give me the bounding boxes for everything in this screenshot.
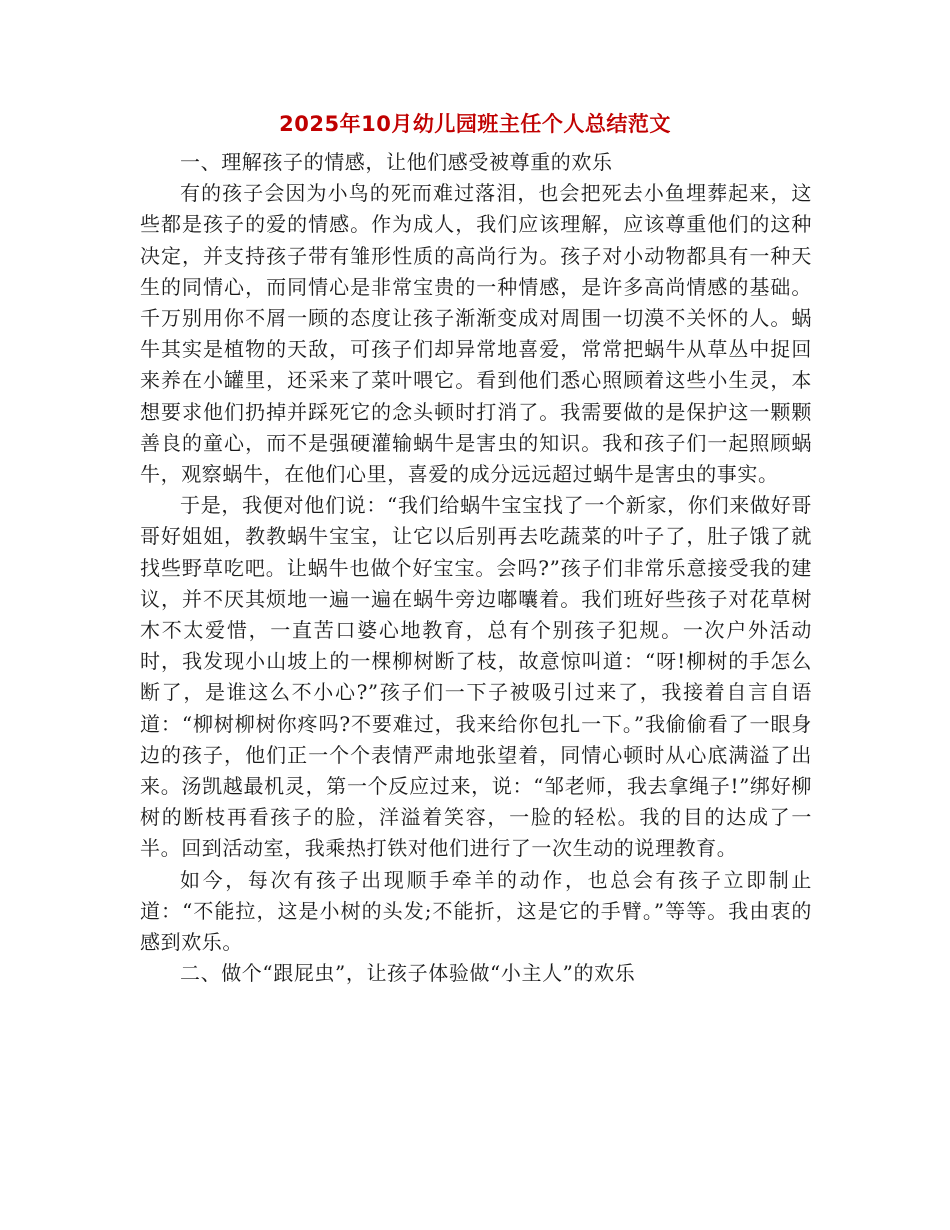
paragraph-3: 如今，每次有孩子出现顺手牵羊的动作，也总会有孩子立即制止道：“不能拉，这是小树的头发;不能折，这是它的手臂。”等等。我由衷的感到欢乐。 [140, 867, 812, 955]
paragraph-1: 有的孩子会因为小鸟的死而难过落泪，也会把死去小鱼埋葬起来，这些都是孩子的爱的情感。作为成人，我们应该理解，应该尊重他们的这种决定，并支持孩子带有雏形性质的高尚行为。孩子对小动物都具有一种天生的同情心，而同情心是非常宝贵的一种情感，是许多高尚情感的基础。千万别用你不屑一顾的态度让孩子渐渐变成对周围一切漠不关怀的人。蜗牛其实是植物的天敌，可孩子们却异常地喜爱，常常把蜗牛从草丛中捉回来养在小罐里，还采来了菜叶喂它。看到他们悉心照顾着这些小生灵，本想要求他们扔掉并踩死它的念头顿时打消了。我需要做的是保护这一颗颗善良的童心，而不是强硬灌输蜗牛是害虫的知识。我和孩子们一起照顾蜗牛，观察蜗牛，在他们心里，喜爱的成分远远超过蜗牛是害虫的事实。 [140, 181, 812, 487]
paragraph-2: 于是，我便对他们说：“我们给蜗牛宝宝找了一个新家，你们来做好哥哥好姐姐，教教蜗牛宝宝，让它以后别再去吃蔬菜的叶子了，肚子饿了就找些野草吃吧。让蜗牛也做个好宝宝。会吗?”孩子们非常乐意接受我的建议，并不厌其烦地一遍一遍在蜗牛旁边嘟囔着。我们班好些孩子对花草树木不太爱惜，一直苦口婆心地教育，总有个别孩子犯规。一次户外活动时，我发现小山坡上的一棵柳树断了枝，故意惊叫道：“呀!柳树的手怎么断了，是谁这么不小心?”孩子们一下子被吸引过来了，我接着自言自语道：“柳树柳树你疼吗?不要难过，我来给你包扎一下。”我偷偷看了一眼身边的孩子，他们正一个个表情严肃地张望着，同情心顿时从心底满溢了出来。汤凯越最机灵，第一个反应过来，说：“邹老师，我去拿绳子!”绑好柳树的断枝再看孩子的脸，洋溢着笑容，一脸的轻松。我的目的达成了一半。回到活动室，我乘热打铁对他们进行了一次生动的说理教育。 [140, 493, 812, 861]
document-body [140, 147, 812, 989]
section-heading-2: 二、做个“跟屁虫”，让孩子体验做“小主人”的欢乐 [180, 961, 636, 986]
document-title: 2025年10月幼儿园班主任个人总结范文 [279, 112, 671, 136]
section-heading-1: 一、理解孩子的情感，让他们感受被尊重的欢乐 [180, 150, 613, 174]
